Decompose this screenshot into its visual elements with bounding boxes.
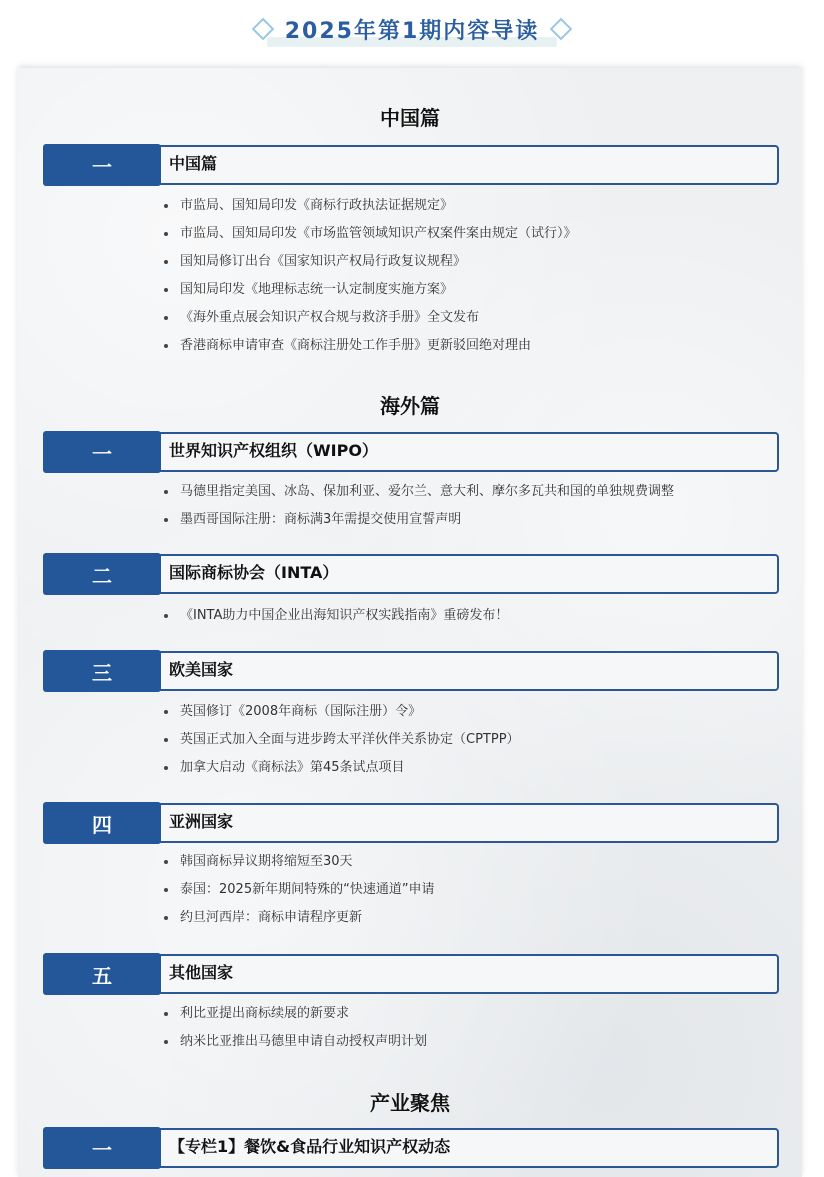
page-header: [0, 0, 824, 58]
section-heading-industry: 产业聚焦: [370, 1091, 450, 1115]
item-list-inta: [162, 602, 508, 630]
category-box: [155, 803, 779, 843]
category-china: [43, 144, 783, 184]
category-label: 世界知识产权组织（WIPO）: [169, 441, 378, 460]
category-number: 五: [43, 953, 161, 995]
category-europe-america: [43, 650, 783, 690]
category-number: 一: [43, 1127, 161, 1169]
category-label: 亚洲国家: [169, 812, 234, 831]
category-box: [155, 954, 779, 994]
item-list-wipo: [162, 478, 674, 534]
category-box: [155, 651, 779, 691]
list-item[interactable]: 马德里指定美国、冰岛、保加利亚、爱尔兰、意大利、摩尔多瓦共和国的单独规费调整: [162, 478, 674, 506]
item-list-asia: [162, 848, 435, 932]
item-list-china: [162, 192, 577, 360]
category-asia: [43, 802, 783, 842]
category-label: 【专栏1】餐饮&食品行业知识产权动态: [169, 1137, 451, 1156]
list-item[interactable]: 《海外重点展会知识产权合规与救济手册》全文发布: [162, 304, 577, 332]
list-item[interactable]: 市监局、国知局印发《市场监管领域知识产权案件案由规定（试行）》: [162, 220, 577, 248]
category-label: 国际商标协会（INTA）: [169, 563, 339, 582]
list-item[interactable]: 英国正式加入全面与进步跨太平洋伙伴关系协定（CPTPP）: [162, 726, 520, 754]
category-column-1: [43, 1127, 783, 1167]
list-item[interactable]: 国知局修订出台《国家知识产权局行政复议规程》: [162, 248, 577, 276]
category-number: 一: [43, 431, 161, 473]
list-item[interactable]: 香港商标申请审查《商标注册处工作手册》更新驳回绝对理由: [162, 332, 577, 360]
category-box: [155, 145, 779, 185]
item-list-others: [162, 1000, 427, 1056]
category-label: 欧美国家: [169, 660, 234, 679]
list-item[interactable]: 英国修订《2008年商标（国际注册）令》: [162, 698, 520, 726]
list-item[interactable]: 市监局、国知局印发《商标行政执法证据规定》: [162, 192, 577, 220]
list-item[interactable]: 约旦河西岸：商标申请程序更新: [162, 904, 435, 932]
list-item[interactable]: 国知局印发《地理标志统一认定制度实施方案》: [162, 276, 577, 304]
category-inta: [43, 553, 783, 593]
category-number: 一: [43, 144, 161, 186]
category-others: [43, 953, 783, 993]
list-item[interactable]: 泰国：2025新年期间特殊的“快速通道”申请: [162, 876, 435, 904]
page-title-wrap: [249, 14, 576, 45]
list-item[interactable]: 《INTA助力中国企业出海知识产权实践指南》重磅发布！: [162, 602, 508, 630]
section-heading-china: 中国篇: [380, 106, 440, 130]
category-label: 中国篇: [169, 154, 218, 173]
category-wipo: [43, 431, 783, 471]
list-item[interactable]: 利比亚提出商标续展的新要求: [162, 1000, 427, 1028]
diamond-right-icon: [550, 18, 573, 41]
list-item[interactable]: 墨西哥国际注册：商标满3年需提交使用宣誓声明: [162, 506, 674, 534]
list-item[interactable]: 韩国商标异议期将缩短至30天: [162, 848, 435, 876]
page-title: 2025年第1期内容导读: [284, 18, 540, 44]
category-number: 四: [43, 802, 161, 844]
list-item[interactable]: 加拿大启动《商标法》第45条试点项目: [162, 754, 520, 782]
category-label: 其他国家: [169, 963, 234, 982]
item-list-europe-america: [162, 698, 520, 782]
diamond-left-icon: [251, 18, 274, 41]
category-number: 三: [43, 650, 161, 692]
category-number: 二: [43, 553, 161, 595]
list-item[interactable]: 纳米比亚推出马德里申请自动授权声明计划: [162, 1028, 427, 1056]
section-heading-overseas: 海外篇: [380, 394, 440, 418]
